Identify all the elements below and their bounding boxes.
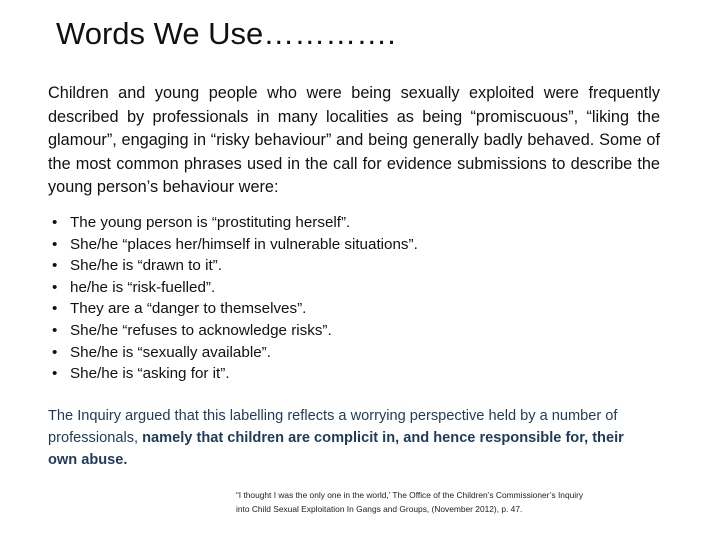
list-item-text: She/he “refuses to acknowledge risks”. bbox=[70, 321, 332, 339]
bullet-icon: • bbox=[52, 365, 58, 383]
list-item bbox=[48, 320, 418, 342]
bullet-icon: • bbox=[52, 257, 58, 275]
bullet-icon: • bbox=[52, 343, 58, 361]
list-item bbox=[48, 342, 418, 364]
list-item-text: She/he is “asking for it”. bbox=[70, 365, 230, 383]
list-item bbox=[48, 234, 418, 256]
list-item bbox=[48, 363, 418, 385]
list-item-text: She/he “places her/himself in vulnerable situations”. bbox=[70, 235, 418, 253]
list-item-text: They are a “danger to themselves”. bbox=[70, 300, 307, 318]
list-item bbox=[48, 212, 418, 234]
citation-line: into Child Sexual Exploitation In Gangs and Groups, (November 2012), p. 47. bbox=[236, 503, 523, 514]
bullet-icon: • bbox=[52, 214, 58, 231]
conclusion-lead: The Inquiry argued that this labelling reflects a worrying perspective held by a number of professionals, bbox=[48, 408, 618, 447]
bullet-icon: • bbox=[52, 300, 58, 318]
list-item-text: She/he is “sexually available”. bbox=[70, 343, 271, 361]
phrase-list bbox=[48, 212, 418, 385]
slide-title: Words We Use…………. bbox=[56, 16, 396, 51]
conclusion-paragraph bbox=[48, 405, 638, 472]
intro-paragraph: Children and young people who were being sexually exploited were frequently described by professionals in many localities as being “promiscuous”, “liking the glamour”, engaging in “risky behaviour” and being generally badly behaved. Some of the most common phrases used in the call for evidence submissions to describe the young person’s behaviour were: bbox=[48, 84, 660, 197]
citation-line: “I thought I was the only one in the world,’ The Office of the Children’s Commissioner’s Inquiry bbox=[236, 490, 584, 500]
bullet-icon: • bbox=[52, 235, 58, 253]
conclusion-emphasis: namely that children are complicit in, and hence responsible for, their own abuse. bbox=[48, 430, 624, 469]
list-item bbox=[48, 277, 418, 299]
citation bbox=[236, 489, 676, 516]
list-item-text: The young person is “prostituting herself”. bbox=[70, 214, 351, 231]
list-item bbox=[48, 298, 418, 320]
list-item-text: She/he is “drawn to it”. bbox=[70, 257, 222, 275]
list-item-text: he/he is “risk-fuelled”. bbox=[70, 278, 216, 296]
bullet-icon: • bbox=[52, 278, 58, 296]
bullet-icon: • bbox=[52, 321, 58, 339]
list-item bbox=[48, 255, 418, 277]
